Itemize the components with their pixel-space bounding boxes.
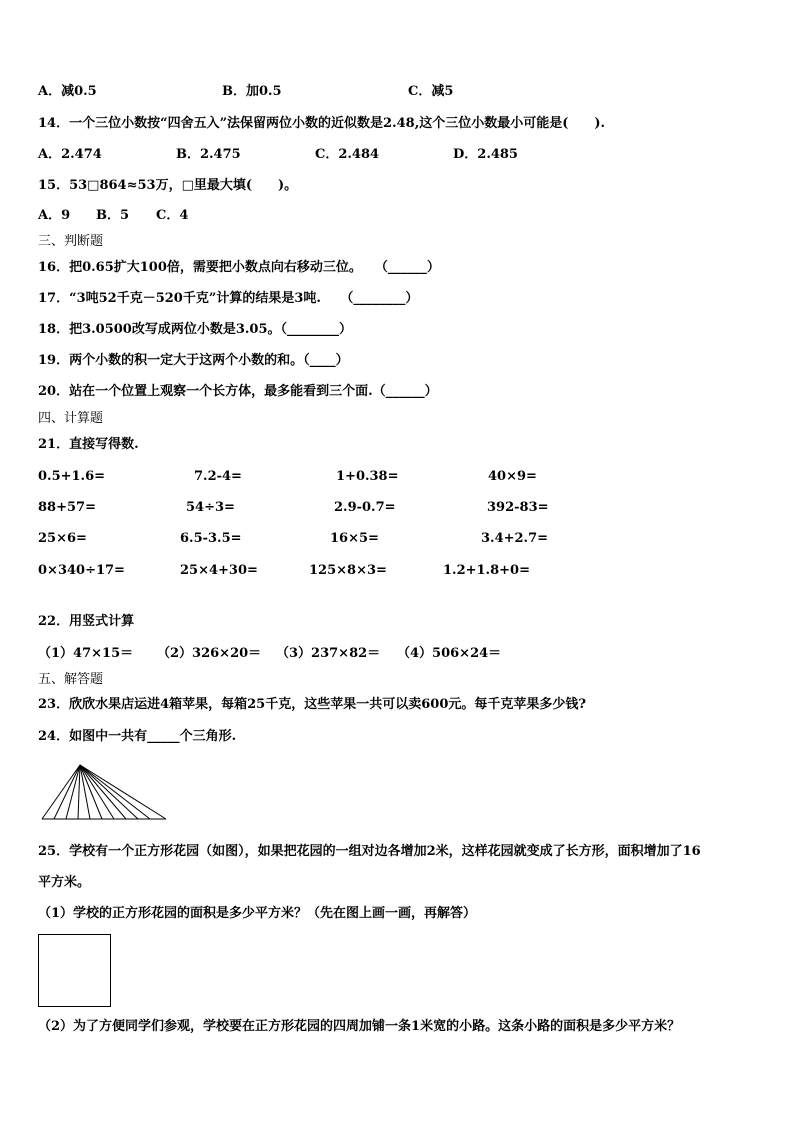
q25-text-line2: 平方米。 (38, 875, 91, 890)
arith-r3-c2: 6.5-3.5= (180, 531, 242, 546)
q15-text: 15．53□864≈53万，□里最大填( )。 (38, 178, 298, 193)
arith-r1-c4: 40×9= (488, 469, 537, 484)
section3-title: 三、判断题 (38, 234, 104, 249)
q15-option-a: A．9 (38, 208, 71, 223)
arith-r4-c1: 0×340÷17= (38, 563, 125, 578)
q22-item-4: （4）506×24＝ (397, 646, 502, 661)
q15-option-b: B．5 (96, 208, 130, 223)
q24-triangle-figure (40, 762, 170, 822)
q24-text: 24．如图中一共有_____个三角形. (38, 729, 237, 744)
arith-r4-c4: 1.2+1.8+0= (443, 563, 530, 578)
q14-text: 14．一个三位小数按“四舍五入”法保留两位小数的近似数是2.48,这个三位小数最小可能是( ). (38, 116, 606, 131)
q21-text: 21．直接写得数. (38, 437, 139, 452)
arith-r3-c4: 3.4+2.7= (481, 531, 549, 546)
q18-text: 18．把3.0500改写成两位小数是3.05。（________） (38, 322, 353, 337)
q16-text: 16．把0.65扩大100倍，需要把小数点向右移动三位。 （______） (38, 260, 440, 275)
q14-option-a: A．2.474 (38, 147, 102, 162)
arith-r1-c3: 1+0.38= (336, 469, 399, 484)
q13-option-c: C．减5 (408, 84, 454, 99)
section5-title: 五、解答题 (38, 672, 104, 687)
q22-item-3: （3）237×82＝ (276, 646, 381, 661)
q20-text: 20．站在一个位置上观察一个长方体，最多能看到三个面.（______） (38, 384, 438, 399)
q23-text: 23．欣欣水果店运进4箱苹果，每箱25千克，这些苹果一共可以卖600元。每千克苹果多少钱? (38, 697, 586, 712)
q25-text-line1: 25．学校有一个正方形花园（如图），如果把花园的一组对边各增加2米，这样花园就变成了长方形，面积增加了16 (38, 844, 701, 859)
q14-option-c: C．2.484 (315, 147, 380, 162)
q14-option-b: B．2.475 (176, 147, 241, 162)
arith-r3-c3: 16×5= (330, 531, 379, 546)
arith-r2-c1: 88+57= (38, 500, 96, 515)
q19-text: 19．两个小数的积一定大于这两个小数的和。（____） (38, 353, 349, 368)
arith-r2-c4: 392-83= (487, 500, 549, 515)
q25-square-figure (38, 934, 111, 1007)
arith-r3-c1: 25×6= (38, 531, 87, 546)
section4-title: 四、计算题 (38, 411, 104, 426)
q13-option-a: A．减0.5 (38, 84, 97, 99)
arith-r1-c2: 7.2-4= (194, 469, 242, 484)
arith-r1-c1: 0.5+1.6= (38, 469, 106, 484)
q15-option-c: C．4 (156, 208, 189, 223)
q22-item-1: （1）47×15＝ (38, 646, 134, 661)
arith-r2-c3: 2.9-0.7= (334, 500, 396, 515)
q14-option-d: D．2.485 (453, 147, 518, 162)
q25-part2: （2）为了方便同学们参观，学校要在正方形花园的四周加铺一条1米宽的小路。这条小路的面积是多少平方米？ (38, 1019, 681, 1034)
q25-part1: （1）学校的正方形花园的面积是多少平方米？（先在图上画一画，再解答） (38, 906, 477, 921)
arith-r4-c2: 25×4+30= (180, 563, 258, 578)
q13-option-b: B．加0.5 (222, 84, 282, 99)
q22-text: 22．用竖式计算 (38, 614, 135, 629)
q17-text: 17．“3吨52千克－520千克”计算的结果是3吨. （________） (38, 291, 419, 306)
q22-item-2: （2）326×20＝ (157, 646, 262, 661)
arith-r2-c2: 54÷3= (186, 500, 235, 515)
arith-r4-c3: 125×8×3= (309, 563, 387, 578)
